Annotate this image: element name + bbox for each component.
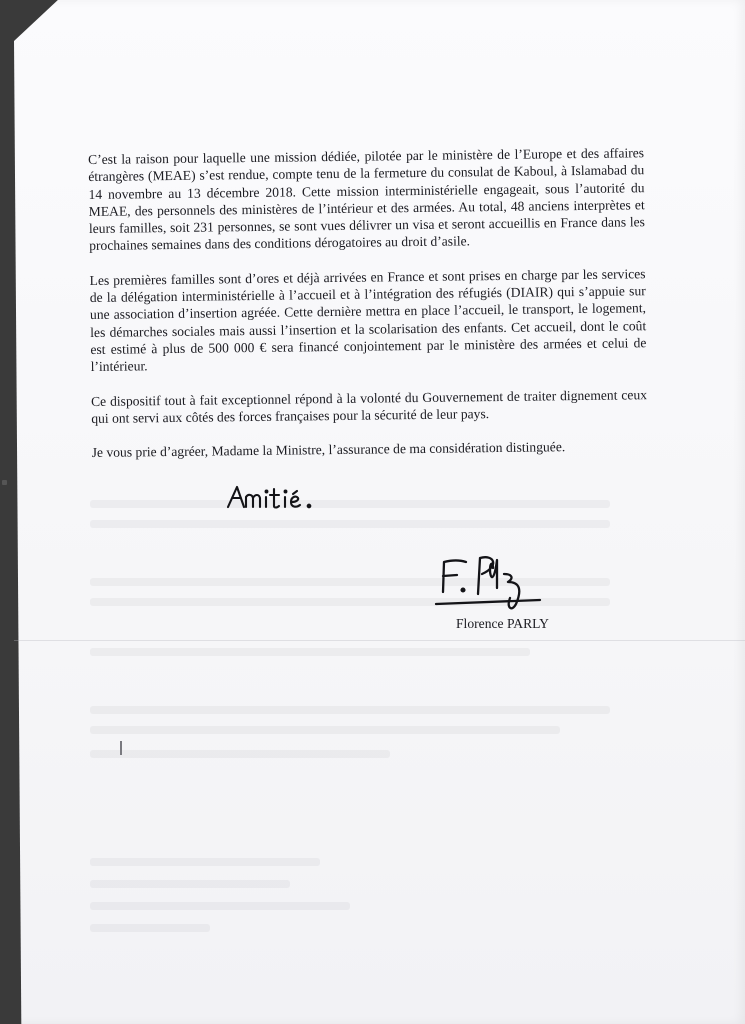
letter-paragraph: Ce dispositif tout à fait exceptionnel répond à la volonté du Gouvernement de traiter dignement ceux qui ont servi aux côtés des forces françaises pour la sécurité de leur pays.: [90, 386, 648, 426]
bleed-through-mark: [90, 706, 610, 714]
bleed-through-mark: [90, 924, 210, 932]
bleed-through-mark: [90, 750, 390, 758]
bleed-through-mark: [90, 648, 530, 656]
letter-paragraph: C’est la raison pour laquelle une mission dédiée, pilotée par le ministère de l’Europe et des affaires étrangères (MEAE) s’est rendue, compte tenu de la fermeture du consulat de Kaboul, à Islamabad du 14 novembre au 13 décembre 2018. Cette mission interministérielle engageait, sous l’autorité du MEAE, des personnels des ministères de l’intérieur et des armées. Au total, 48 anciens interprètes et leurs familles, soit 231 personnes, se sont vues délivrer un visa et seront accueillis en France dans les prochaines semaines dans des conditions dérogatoires au droit d’asile.: [88, 145, 645, 254]
letter-closing: Je vous prie d’agréer, Madame la Ministre, l’assurance de ma considération distinguée.: [91, 439, 566, 461]
signer-name: Florence PARLY: [456, 616, 549, 631]
bleed-through-mark: [90, 858, 320, 866]
handwritten-note: [225, 483, 335, 515]
stray-pen-mark: [120, 741, 122, 755]
paper-fold-line: [14, 640, 745, 641]
bleed-through-mark: [90, 520, 610, 528]
letter-body: [88, 144, 648, 478]
bleed-through-mark: [90, 500, 610, 508]
letter-paragraph: Les premières familles sont d’ores et déjà arrivées en France et sont prises en charge par les services de la délégation interministérielle à l’accueil et à l’intégration des réfugiés (DIAIR) qui s’appuie sur une association d’insertion agréée. Cette dernière mettra en place l’accueil, le transport, le logement, les démarches sociales mais aussi l’insertion et la scolarisation des enfants. Cet accueil, dont le coût est estimé à plus de 500 000 € sera financé conjointement par le ministère des armées et celui de l’intérieur.: [89, 265, 647, 375]
bleed-through-mark: [90, 880, 290, 888]
bleed-through-mark: [90, 726, 560, 734]
handwritten-signature: [430, 548, 550, 618]
scan-edge-mark: [2, 480, 7, 485]
bleed-through-mark: [90, 902, 350, 910]
